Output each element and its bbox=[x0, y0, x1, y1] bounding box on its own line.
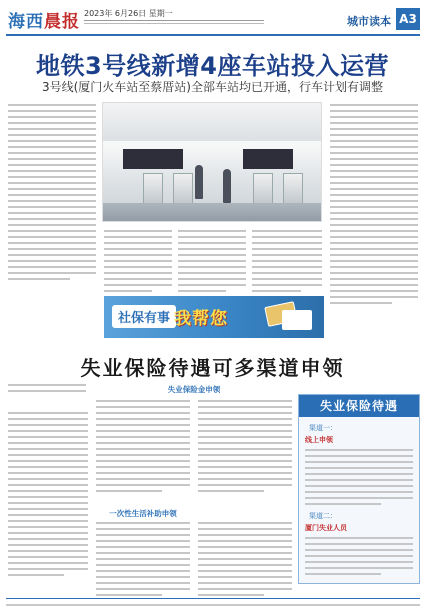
sidebar-channel-1: 线上申领 bbox=[305, 436, 333, 444]
benefit-sidebar bbox=[298, 394, 420, 584]
subsection-heading-benefit: 失业保险金申领 bbox=[167, 385, 221, 394]
sidebar-title: 失业保险待遇 bbox=[299, 395, 419, 417]
second-article-column-1 bbox=[8, 412, 88, 580]
banner-title: 我帮您 bbox=[174, 309, 228, 329]
lead-article-column-4 bbox=[252, 230, 322, 296]
social-security-card-icon bbox=[264, 302, 316, 332]
lead-article-column-3 bbox=[178, 230, 246, 296]
footer-info bbox=[6, 601, 420, 609]
second-article-column-2 bbox=[96, 400, 190, 496]
banner-tag: 社保有事 bbox=[112, 305, 176, 328]
footer-divider bbox=[6, 598, 420, 599]
second-article-column-5 bbox=[198, 522, 292, 600]
newspaper-logo: 海西晨报 bbox=[8, 12, 80, 32]
sidebar-channel-1-tag: 渠道一： bbox=[309, 424, 337, 432]
lead-article-column-2 bbox=[104, 230, 172, 296]
social-security-banner bbox=[104, 296, 324, 338]
issue-date: 2023年 6月26日 星期一 bbox=[84, 9, 173, 18]
lead-article-column-right bbox=[330, 104, 418, 308]
sidebar-text-2 bbox=[305, 537, 413, 579]
masthead bbox=[0, 0, 425, 40]
sidebar-channel-2-tag: 渠道二： bbox=[309, 512, 337, 520]
lead-article-column-left bbox=[8, 104, 96, 284]
subsection-heading-subsidy: 一次性生活补助申领 bbox=[109, 509, 177, 518]
sidebar-channel-2: 厦门失业人员 bbox=[305, 524, 347, 532]
sidebar-text-1 bbox=[305, 449, 413, 509]
second-article-column-3 bbox=[198, 400, 292, 496]
section-name: 城市读本 bbox=[347, 15, 391, 28]
lead-headline: 地铁3号线新增4座车站投入运营 bbox=[36, 52, 389, 80]
masthead-rule bbox=[84, 20, 264, 24]
second-article-column-4 bbox=[96, 522, 190, 600]
second-headline: 失业保险待遇可多渠道申领 bbox=[80, 356, 345, 380]
page-number-badge: A3 bbox=[396, 8, 420, 30]
byline-block bbox=[8, 384, 86, 396]
masthead-divider bbox=[6, 34, 420, 36]
subway-station-photo bbox=[102, 102, 322, 222]
lead-subhead: 3号线(厦门火车站至蔡厝站)全部车站均已开通，行车计划有调整 bbox=[41, 80, 383, 94]
